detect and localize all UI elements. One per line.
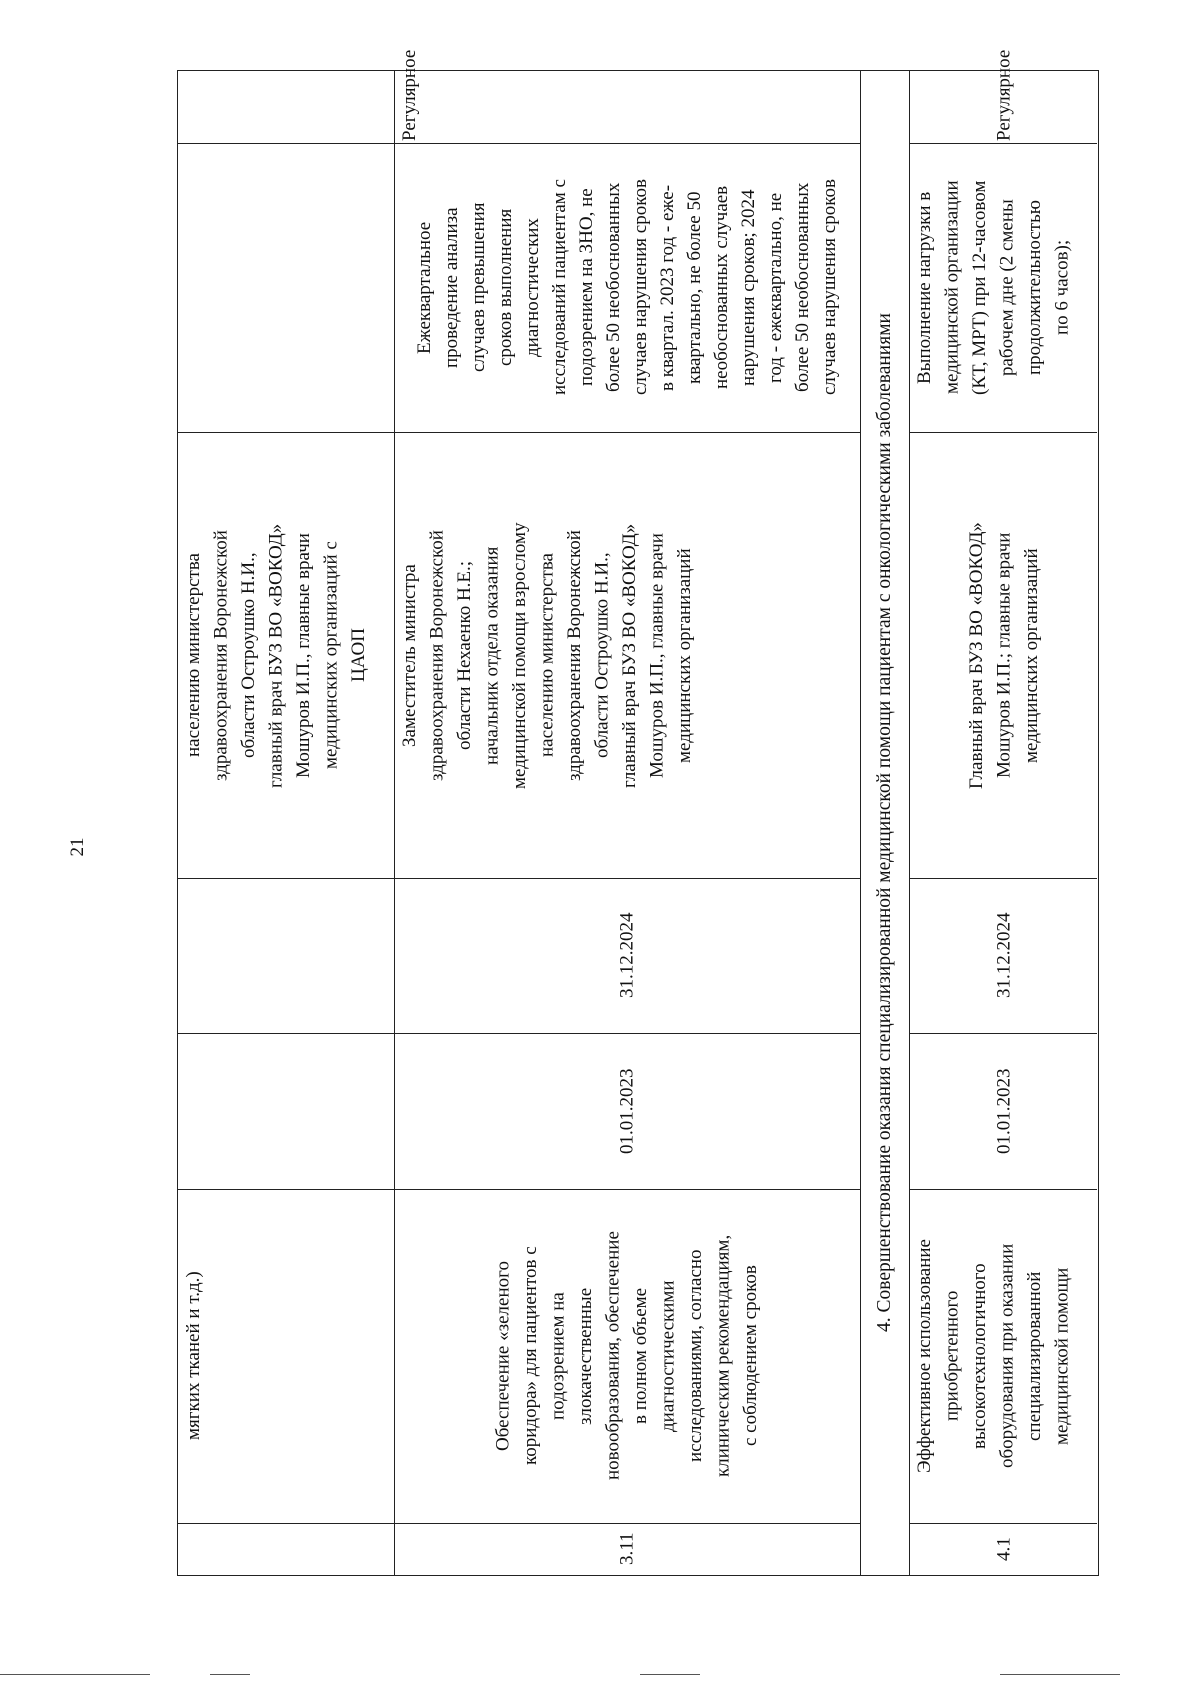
responsible-line: медицинской помощи взрослому [509, 522, 530, 789]
column-divider-responsible-4 [909, 878, 1097, 879]
responsible-line: начальник отдела оказания [481, 546, 503, 765]
responsible-line: Заместитель министра [399, 564, 420, 747]
section-band-divider-left [860, 71, 861, 1575]
indicator-line: необоснованных случаев [711, 185, 732, 390]
activity-cell-4-1 [911, 1191, 1097, 1521]
scan-edge-mark [0, 1674, 150, 1675]
responsible-line: главный врач БУЗ ВО «ВОКОД» [265, 523, 287, 788]
row-number-3-11: 3.11 [616, 1532, 638, 1566]
end-date-3-11: 31.12.2024 [616, 912, 638, 999]
indicator-line: подозрением на ЗНО, не [576, 188, 597, 387]
activity-line: приобретенного [941, 1290, 963, 1422]
responsible-line: здравоохранения Воронежской [210, 530, 232, 781]
indicator-cell-4-1 [911, 145, 1097, 430]
activity-line: клиническим рекомендациям, [712, 1234, 734, 1478]
indicator-line: по 6 часов); [1051, 239, 1073, 336]
start-date-4-1: 01.01.2023 [993, 1068, 1015, 1154]
indicator-line: случаев нарушения сроков [819, 179, 840, 396]
column-divider-activity [178, 1523, 860, 1524]
indicator-line: исследований пациентам с [549, 179, 570, 396]
responsible-line: Мошуров И.П.; главные врачи [993, 532, 1015, 779]
responsible-cell-3-11 [396, 435, 858, 876]
indicator-line: (КТ, МРТ) при 12-часовом [969, 180, 990, 395]
type-cell-4-1: Регулярное [993, 49, 1015, 141]
responsible-line: области Остроушко Н.И., [238, 552, 259, 759]
indicator-line: сроков выполнения [495, 208, 516, 367]
indicator-line: случаев превышения [468, 202, 489, 373]
indicator-line: Ежеквартальное [414, 221, 435, 354]
column-divider-type [178, 143, 860, 144]
activity-line: специализированной [1024, 1271, 1045, 1441]
activity-line: в полном объеме [630, 1287, 651, 1425]
column-divider-type-4 [909, 143, 1097, 144]
end-date-4-1: 31.12.2024 [993, 912, 1015, 999]
responsible-line: области Остроушко Н.И., [591, 552, 613, 759]
indicator-line: случаев нарушения сроков [630, 179, 651, 396]
section-4-title: 4. Совершенствование оказания специализированной медицинской помощи пациентам с онкологическими заболеваниями [874, 313, 895, 1333]
activity-line: злокачественные [575, 1287, 596, 1425]
indicator-line: более 50 необоснованных [603, 182, 624, 393]
activity-line: с соблюдением сроков [740, 1265, 761, 1447]
column-divider-activity-4 [909, 1523, 1097, 1524]
activity-table [177, 49, 1099, 1576]
indicator-line: медицинской организации [941, 180, 963, 395]
indicator-line: год - ежеквартально, не [765, 192, 786, 383]
page-number: 21 [67, 837, 88, 857]
activity-line: Эффективное использование [914, 1239, 935, 1473]
start-date-3-11: 01.01.2023 [616, 1068, 638, 1154]
indicator-cell-3-11 [396, 145, 858, 430]
responsible-line: медицинских организаций с [320, 541, 342, 770]
responsible-line: медицинских организаций [1020, 548, 1042, 763]
row-divider [394, 71, 395, 1575]
responsible-cell-4-1 [911, 435, 1097, 876]
indicator-line: продолжительностью [1024, 200, 1045, 375]
column-divider-indicator-4 [909, 432, 1097, 433]
responsible-line: главный врач БУЗ ВО «ВОКОД» [619, 523, 640, 788]
row-number-4-1: 4.1 [993, 1537, 1015, 1561]
activity-cell-continued [180, 1191, 392, 1521]
responsible-line: Мошуров И.П., главные врачи [646, 533, 668, 778]
activity-line: диагностическими [657, 1280, 679, 1432]
activity-line: новообразования, обеспечение [602, 1231, 624, 1481]
activity-line: оборудования при оказании [996, 1243, 1018, 1469]
responsible-line: населению министерства [183, 553, 204, 758]
type-cell-3-11: Регулярное [399, 49, 420, 141]
column-divider-end-4 [909, 1033, 1097, 1034]
responsible-line: Мошуров И.П., главные врачи [293, 533, 314, 778]
section-band-divider-right [909, 71, 910, 1575]
column-divider-end [178, 1033, 860, 1034]
activity-line: исследованиями, согласно [685, 1249, 706, 1463]
indicator-line: диагностических [522, 218, 543, 357]
responsible-line: населению министерства [536, 553, 558, 758]
indicator-line: квартально, не более 50 [684, 191, 705, 384]
indicator-line: рабочем дне (2 смены [996, 199, 1018, 376]
responsible-line: здравоохранения Воронежской [564, 530, 585, 781]
responsible-line: Главный врач БУЗ ВО «ВОКОД» [965, 522, 987, 789]
scan-edge-mark [1000, 1674, 1120, 1675]
activity-line: мягких тканей и т.д.) [183, 1271, 204, 1441]
activity-line: подозрением на [547, 1292, 569, 1420]
indicator-line: более 50 необоснованных [792, 182, 813, 393]
indicator-line: проведение анализа [441, 207, 462, 368]
indicator-line: нарушения сроков; 2024 [738, 189, 759, 386]
responsible-line: ЦАОП [348, 628, 369, 683]
scan-edge-mark [640, 1674, 700, 1675]
responsible-line: здравоохранения Воронежской [426, 530, 448, 781]
column-divider-indicator [178, 432, 860, 433]
column-divider-start-4 [909, 1189, 1097, 1190]
activity-line: Обеспечение «зеленого [492, 1261, 514, 1451]
activity-cell-3-11 [396, 1191, 858, 1521]
activity-line: медицинской помощи [1051, 1267, 1073, 1445]
indicator-line: в квартал. 2023 год - еже- [657, 184, 678, 391]
responsible-cell-continued [180, 435, 392, 876]
column-divider-responsible [178, 878, 860, 879]
activity-line: высокотехнологичного [969, 1263, 990, 1449]
activity-line: коридора» для пациентов с [520, 1246, 541, 1466]
scan-edge-mark [210, 1674, 250, 1675]
responsible-line: области Нехаенко Н.Е.; [454, 560, 475, 751]
column-divider-start [178, 1189, 860, 1190]
indicator-line: Выполнение нагрузки в [914, 191, 935, 384]
responsible-line: медицинских организаций [674, 548, 695, 763]
